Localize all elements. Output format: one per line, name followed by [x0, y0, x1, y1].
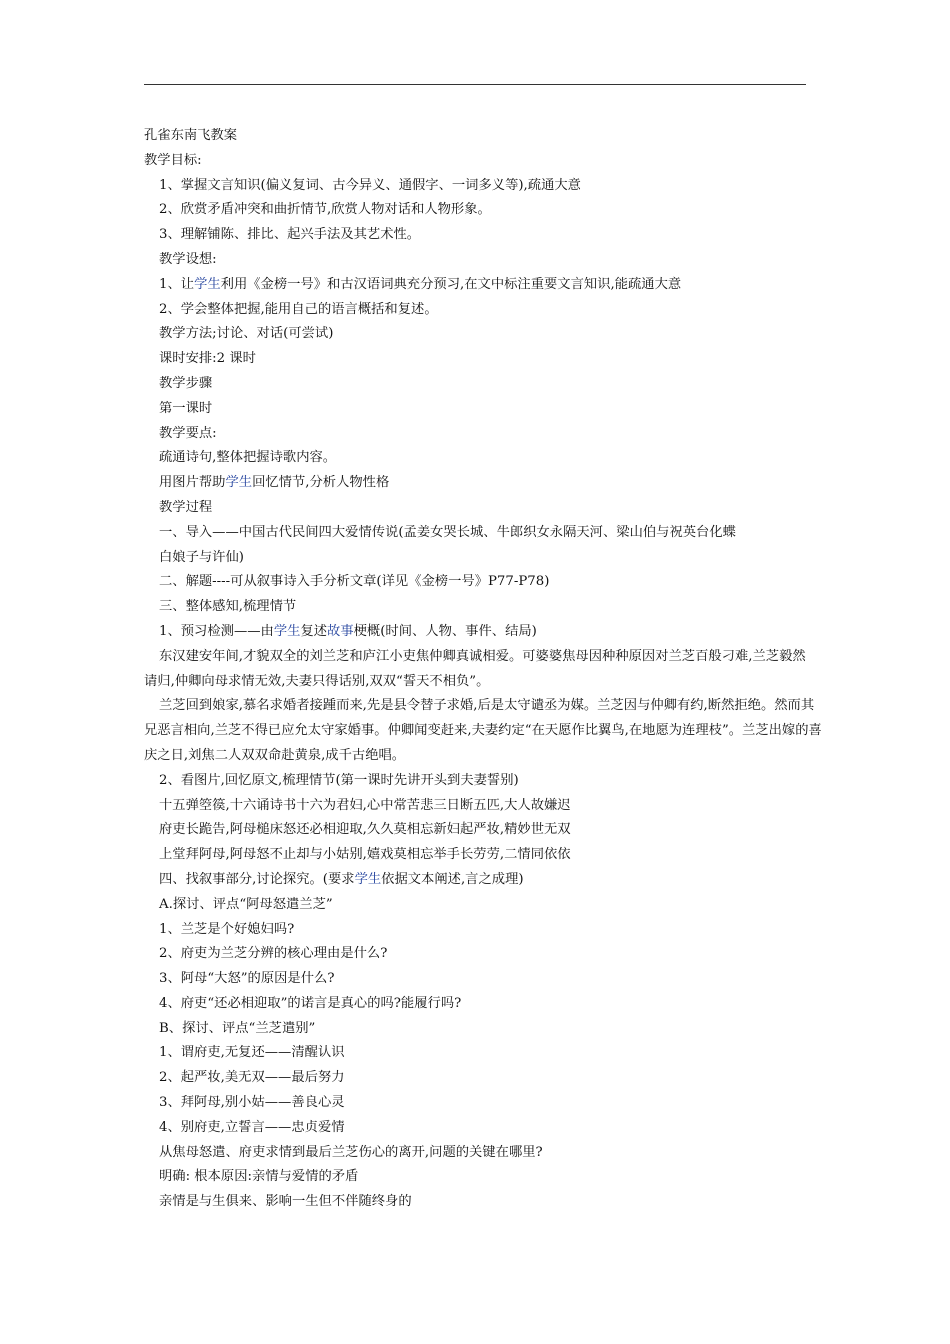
key-1: 疏通诗句,整体把握诗歌内容。 [159, 450, 337, 466]
preview-pre: 1、预习检测——由 [159, 623, 274, 639]
answer: 明确: 根本原因:亲情与爱情的矛盾 [159, 1169, 359, 1185]
steps: 教学步骤 [159, 375, 213, 391]
idea-1-post: 利用《金榜一号》和古汉语词典充分预习,在文中标注重要文言知识,能疏通大意 [220, 276, 682, 292]
story-summary-2 [144, 694, 824, 768]
student-link[interactable]: 学生 [273, 623, 301, 639]
key-2-post: 回忆情节,分析人物性格 [252, 475, 390, 491]
question-a-4: 4、府吏“还必相迎取”的诺言是真心的吗?能履行吗? [159, 995, 462, 1011]
poem-line-1: 十五弹箜篌,十六诵诗书十六为君妇,心中常苦悲三日断五匹,大人故嫌迟 [159, 797, 571, 813]
item-b-3: 3、拜阿母,别小姑——善良心灵 [159, 1095, 345, 1111]
key-2 [144, 471, 824, 496]
item-b-1: 1、谓府吏,无复还——清醒认识 [159, 1045, 345, 1061]
item-b-2: 2、起严妆,美无双——最后努力 [159, 1070, 345, 1086]
poem-line-3: 上堂拜阿母,阿母怒不止却与小姑别,嬉戏莫相忘举手长劳劳,二情同依依 [159, 847, 571, 863]
method: 教学方法;讨论、对话(可尝试) [159, 326, 334, 342]
section-goal: 教学目标: [144, 152, 202, 168]
goal-2: 2、欣赏矛盾冲突和曲折情节,欣赏人物对话和人物形象。 [159, 202, 491, 218]
goal-1: 1、掌握文言知识(偏义复词、古今异义、通假字、一词多义等),疏通大意 [159, 177, 581, 193]
plot-review: 2、看图片,回忆原文,梳理情节(第一课时先讲开头到夫妻誓别) [159, 772, 519, 788]
idea-1-pre: 1、让 [159, 276, 195, 292]
preview-post: 梗概(时间、人物、事件、结局) [353, 623, 537, 639]
poem-line-2: 府吏长跪告,阿母槌床怒还必相迎取,久久莫相忘新妇起严妆,精妙世无双 [159, 822, 571, 838]
preview-mid: 复述 [300, 623, 328, 639]
answer-2: 亲情是与生俱来、影响一生但不伴随终身的 [159, 1194, 412, 1210]
header-rule [144, 84, 806, 85]
item-b-4: 4、别府吏,立誓言——忠贞爱情 [159, 1119, 345, 1135]
final-question: 从焦母怒遣、府吏求情到最后兰芝伤心的离开,问题的关键在哪里? [159, 1144, 543, 1160]
document-body [144, 124, 824, 1215]
question-a-3: 3、阿母“大怒”的原因是什么? [159, 971, 335, 987]
preview-check [144, 620, 824, 645]
process: 教学过程 [159, 499, 213, 515]
key-points: 教学要点: [159, 425, 217, 441]
discussion-pre: 四、找叙事部分,讨论探究。(要求 [159, 871, 355, 887]
story-link[interactable]: 故事 [327, 623, 354, 639]
idea-2: 2、学会整体把握,能用自己的语言概括和复述。 [159, 301, 438, 317]
question-a-2: 2、府吏为兰芝分辨的核心理由是什么? [159, 946, 388, 962]
student-link[interactable]: 学生 [225, 475, 253, 491]
title-analysis: 二、解题----可从叙事诗入手分析文章(详见《金榜一号》P77-P78) [159, 574, 550, 590]
schedule: 课时安排:2 课时 [159, 351, 256, 367]
story-summary-1 [144, 645, 816, 695]
section-idea: 教学设想: [159, 251, 217, 267]
discussion-post: 依据文本阐述,言之成理) [381, 871, 524, 887]
student-link[interactable]: 学生 [354, 871, 382, 887]
goal-3: 3、理解铺陈、排比、起兴手法及其艺术性。 [159, 227, 421, 243]
discussion [144, 868, 824, 893]
part-b: B、探讨、评点“兰芝遣别” [159, 1020, 316, 1036]
overall-perception: 三、整体感知,梳理情节 [159, 599, 297, 615]
intro-line-2: 白娘子与许仙) [159, 549, 244, 565]
story-summary-1-text: 东汉建安年间,才貌双全的刘兰芝和庐江小吏焦仲卿真诚相爱。可婆婆焦母因种种原因对兰芝百般刁难,兰芝毅然请归,仲卿向母求情无效,夫妻只得话别,双双“誓天不相负”。 [144, 648, 806, 689]
student-link[interactable]: 学生 [194, 276, 221, 292]
idea-1 [144, 273, 824, 298]
story-summary-2-text: 兰芝回到娘家,慕名求婚者接踵而来,先是县令替子求婚,后是太守谴丞为媒。兰芝因与仲卿有约,断然拒绝。然而其兄恶言相向,兰芝不得已应允太守家婚事。仲卿闻变赶来,夫妻约定“在天愿作比翼鸟,在地愿为连理枝”。兰芝出嫁的喜庆之日,刘焦二人双双命赴黄泉,成千古绝唱。 [144, 698, 822, 763]
intro-line-1: 一、导入——中国古代民间四大爱情传说(孟姜女哭长城、牛郎织女永隔天河、梁山伯与祝英台化蝶 [159, 524, 736, 540]
part-a: A.探讨、评点“阿母怒遣兰芝” [159, 896, 333, 912]
first-lesson: 第一课时 [159, 400, 213, 416]
doc-title: 孔雀东南飞教案 [144, 128, 238, 143]
key-2-pre: 用图片帮助 [159, 475, 226, 491]
question-a-1: 1、兰芝是个好媳妇吗? [159, 921, 295, 937]
